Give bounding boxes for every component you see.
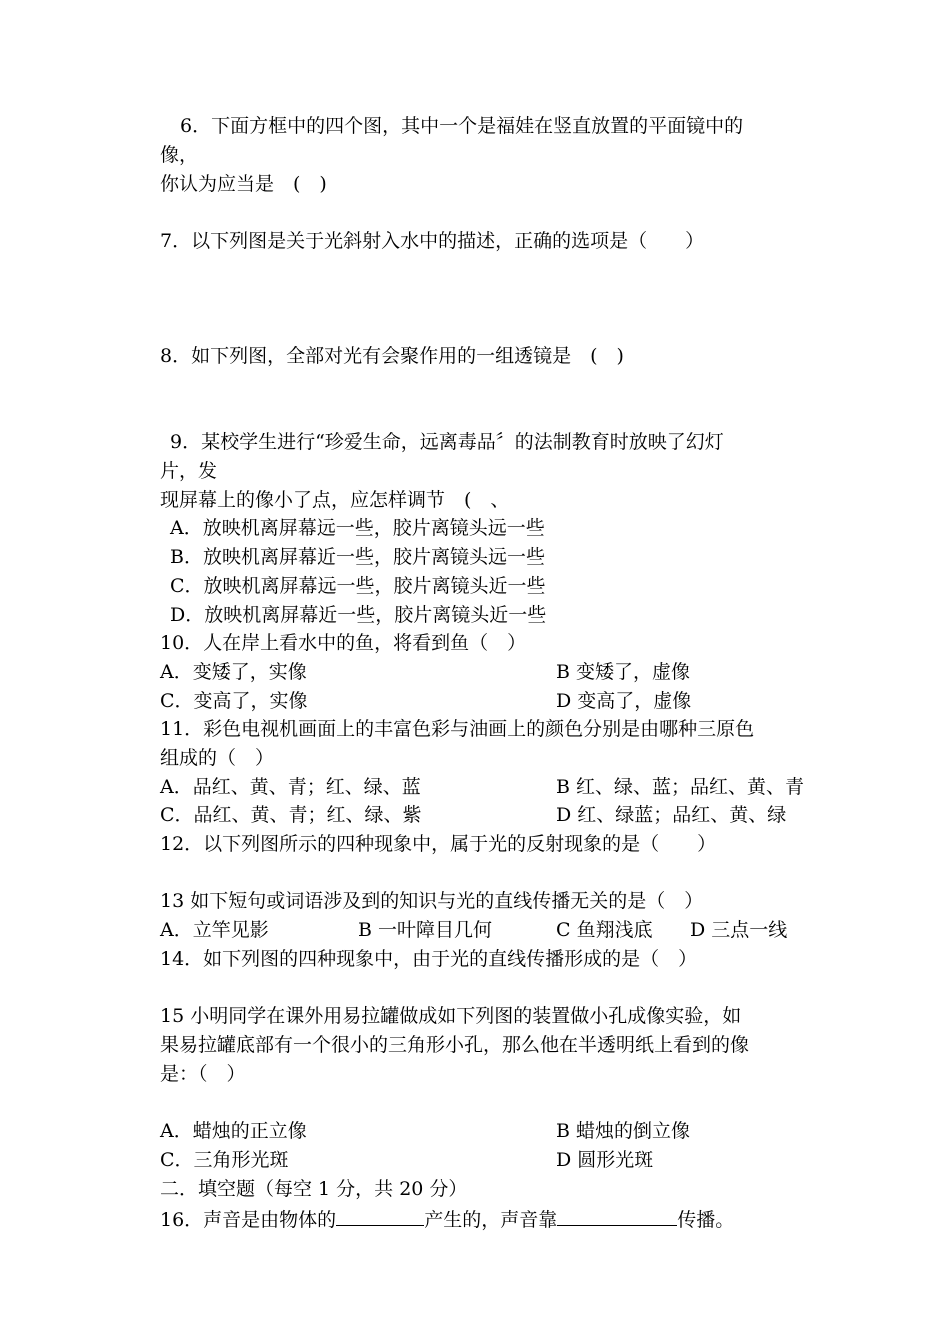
q10-option-b: B 变矮了，虚像 xyxy=(556,661,691,683)
q11-option-d: D 红、绿蓝；品红、黄、绿 xyxy=(556,804,787,826)
q8-stem: 8．如下列图，全部对光有会聚作用的一组透镜是 ( ) xyxy=(160,345,624,367)
q11-line1: 11．彩色电视机画面上的丰富色彩与油画上的颜色分别是由哪种三原色 xyxy=(160,718,755,740)
q14-stem: 14．如下列图的四种现象中，由于光的直线传播形成的是（ ） xyxy=(160,948,698,970)
q16-part1: 16．声音是由物体的 xyxy=(160,1209,337,1231)
q6-line2: 像， xyxy=(160,144,199,166)
q6-line1: 6．下面方框中的四个图，其中一个是福娃在竖直放置的平面镜中的 xyxy=(180,115,744,137)
q7-stem: 7．以下列图是关于光斜射入水中的描述，正确的选项是（ ） xyxy=(160,230,705,252)
q9-option-d: D．放映机离屏幕近一些，胶片离镜头近一些 xyxy=(170,604,547,626)
q13-option-a: A．立竿见影 xyxy=(160,919,269,941)
q15-option-b: B 蜡烛的倒立像 xyxy=(556,1120,691,1142)
section2-title: 二．填空题（每空 1 分，共 20 分） xyxy=(160,1178,468,1200)
q11-option-b: B 红、绿、蓝；品红、黄、青 xyxy=(556,776,805,798)
q13-option-c: C 鱼翔浅底 xyxy=(556,919,653,941)
q15-option-c: C．三角形光斑 xyxy=(160,1149,289,1171)
q16-blank-1[interactable] xyxy=(336,1207,424,1226)
q15-option-a: A．蜡烛的正立像 xyxy=(160,1120,307,1142)
q11-option-c: C．品红、黄、青；红、绿、紫 xyxy=(160,804,422,826)
q9-line1: 9．某校学生进行“珍爱生命，远离毒品〞的法制教育时放映了幻灯 xyxy=(170,431,724,453)
q9-option-a: A．放映机离屏幕远一些，胶片离镜头远一些 xyxy=(170,517,545,539)
q6-line3: 你认为应当是 ( ) xyxy=(160,173,327,195)
q16-blank-2[interactable] xyxy=(557,1207,677,1226)
q9-option-b: B．放映机离屏幕近一些，胶片离镜头远一些 xyxy=(170,546,545,568)
q9-line3: 现屏幕上的像小了点，应怎样调节 ( 、 xyxy=(160,489,510,511)
q10-option-d: D 变高了，虚像 xyxy=(556,690,692,712)
q10-option-a: A．变矮了，实像 xyxy=(160,661,307,683)
q13-stem: 13 如下短句或词语涉及到的知识与光的直线传播无关的是（ ） xyxy=(160,890,704,912)
q12-stem: 12．以下列图所示的四种现象中，属于光的反射现象的是（ ） xyxy=(160,833,717,855)
q16-line xyxy=(160,1207,734,1231)
q16-part3: 传播。 xyxy=(677,1209,735,1231)
q13-option-d: D 三点一线 xyxy=(690,919,788,941)
q15-option-d: D 圆形光斑 xyxy=(556,1149,654,1171)
q10-option-c: C．变高了，实像 xyxy=(160,690,308,712)
q11-option-a: A．品红、黄、青；红、绿、蓝 xyxy=(160,776,421,798)
q15-line3: 是：（ ） xyxy=(160,1063,246,1085)
q9-option-c: C．放映机离屏幕远一些，胶片离镜头近一些 xyxy=(170,575,546,597)
q15-line1: 15 小明同学在课外用易拉罐做成如下列图的装置做小孔成像实验，如 xyxy=(160,1005,742,1027)
q15-line2: 果易拉罐底部有一个很小的三角形小孔，那么他在半透明纸上看到的像 xyxy=(160,1034,750,1056)
q11-line2: 组成的（ ） xyxy=(160,747,275,769)
q10-stem: 10．人在岸上看水中的鱼，将看到鱼（ ） xyxy=(160,632,527,654)
q16-part2: 产生的，声音靠 xyxy=(424,1209,558,1231)
q9-line2: 片，发 xyxy=(160,460,218,482)
q13-option-b: B 一叶障目几何 xyxy=(358,919,493,941)
